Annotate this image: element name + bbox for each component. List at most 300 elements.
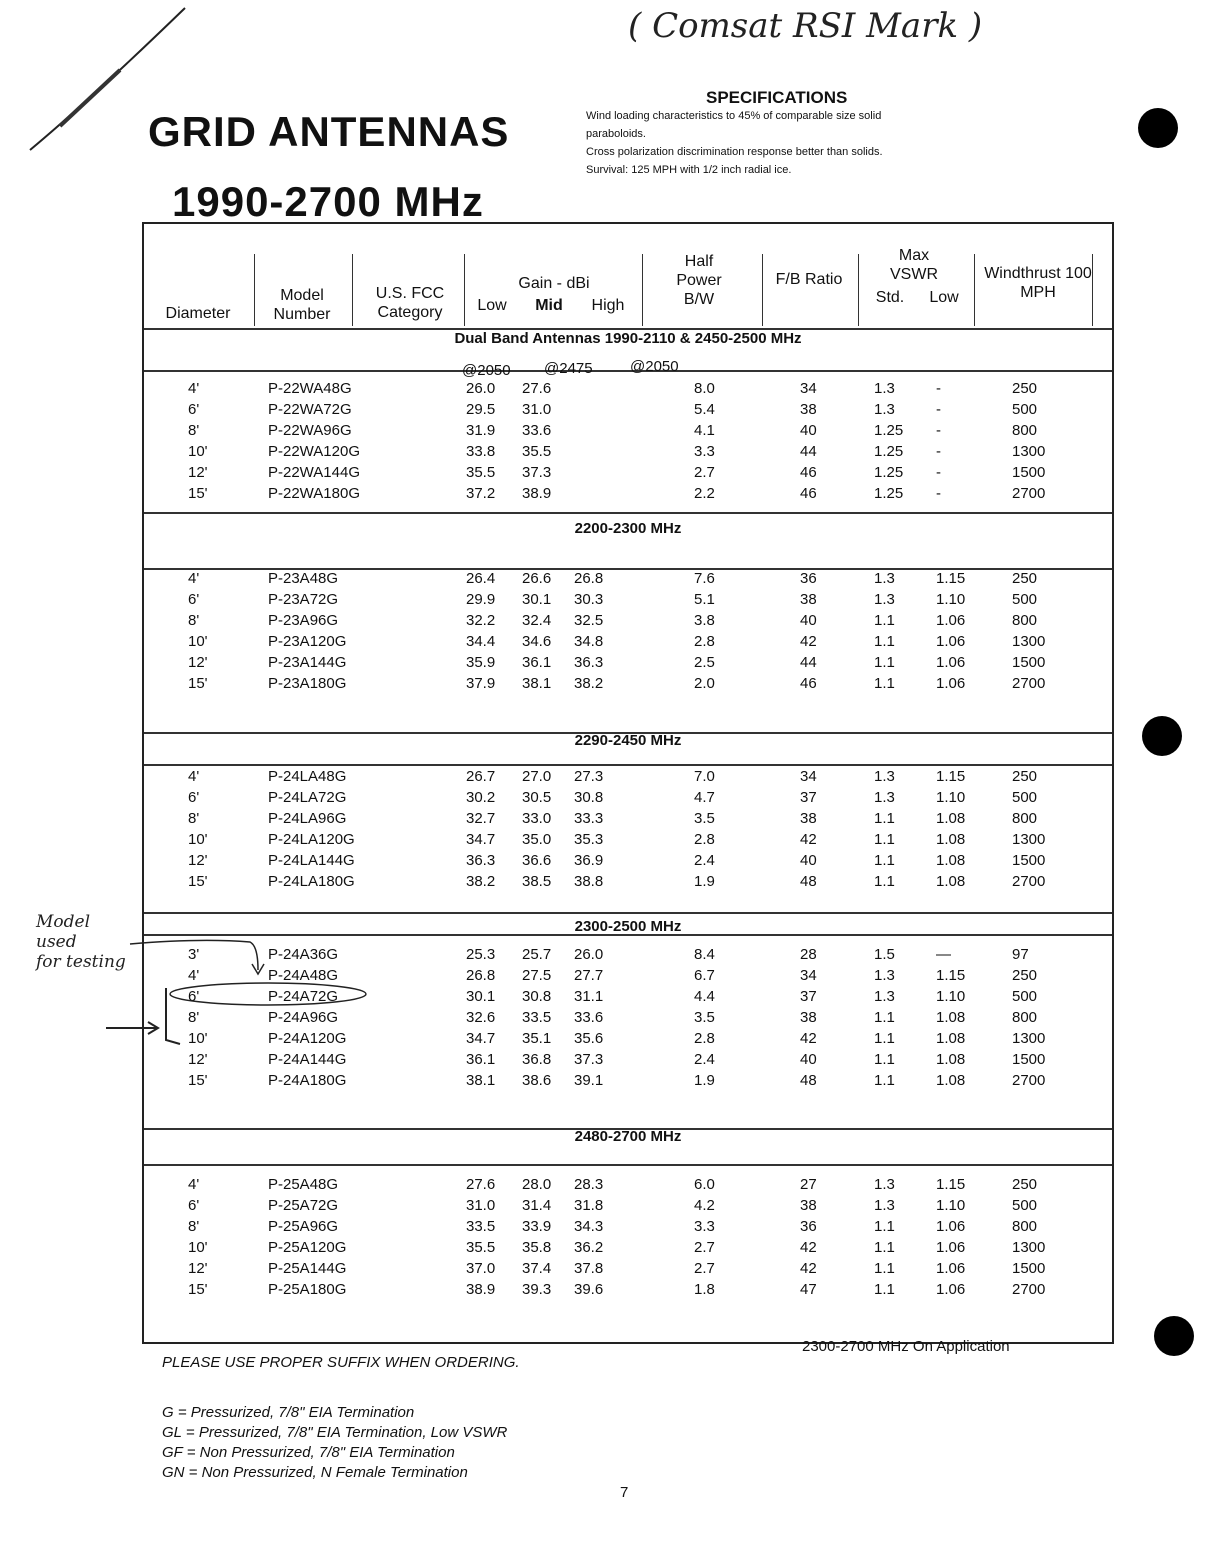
spec-line: paraboloids. (586, 128, 646, 140)
spec-line: Wind loading characteristics to 45% of comparable size solid (586, 110, 882, 122)
section-title: 2300-2500 MHz (574, 918, 682, 935)
cell-bw: 2.8 (694, 831, 715, 848)
cell-std: 1.3 (874, 1176, 895, 1193)
cell-model: P-23A96G (268, 612, 339, 629)
cell-model: P-25A96G (268, 1218, 339, 1235)
cell-mid: 25.7 (522, 946, 552, 963)
cell-low: 30.1 (466, 988, 496, 1005)
cell-diameter: 12' (188, 1051, 208, 1068)
cell-vlow: 1.06 (936, 654, 966, 671)
cell-std: 1.1 (874, 1030, 895, 1047)
cell-vlow: 1.10 (936, 1197, 966, 1214)
cell-mid: 35.8 (522, 1239, 552, 1256)
suffix-note: PLEASE USE PROPER SUFFIX WHEN ORDERING. (162, 1354, 520, 1371)
cell-mid: 32.4 (522, 612, 552, 629)
cell-mid: 27.5 (522, 967, 552, 984)
cell-high: 35.3 (574, 831, 604, 848)
cell-mid: 39.3 (522, 1281, 552, 1298)
cell-bw: 4.7 (694, 789, 715, 806)
cell-diameter: 10' (188, 1239, 208, 1256)
cell-fb: 37 (800, 789, 817, 806)
cell-high: 35.6 (574, 1030, 604, 1047)
cell-vlow: 1.06 (936, 633, 966, 650)
cell-bw: 2.7 (694, 1260, 715, 1277)
cell-bw: 1.8 (694, 1281, 715, 1298)
cell-wind: 1500 (1012, 464, 1046, 481)
header-gain-low: Low (477, 297, 507, 314)
cell-vlow: 1.06 (936, 1260, 966, 1277)
cell-low: 26.0 (466, 380, 496, 397)
cell-diameter: 8' (188, 612, 200, 629)
cell-bw: 8.0 (694, 380, 715, 397)
cell-low: 34.7 (466, 1030, 496, 1047)
cell-bw: 2.4 (694, 852, 715, 869)
cell-bw: 5.4 (694, 401, 715, 418)
cell-high: 36.3 (574, 654, 604, 671)
cell-wind: 1300 (1012, 831, 1046, 848)
cell-bw: 2.4 (694, 1051, 715, 1068)
cell-mid: 35.1 (522, 1030, 552, 1047)
cell-vlow: 1.06 (936, 612, 966, 629)
suffix-legend-line: G = Pressurized, 7/8" EIA Termination (162, 1404, 415, 1421)
cell-wind: 1300 (1012, 1030, 1046, 1047)
cell-model: P-23A180G (268, 675, 347, 692)
cell-wind: 250 (1012, 570, 1038, 587)
cell-fb: 46 (800, 675, 817, 692)
cell-std: 1.3 (874, 401, 895, 418)
cell-vlow: 1.10 (936, 988, 966, 1005)
cell-fb: 38 (800, 1009, 817, 1026)
cell-diameter: 4' (188, 1176, 200, 1193)
page-number: 7 (620, 1484, 629, 1501)
side-note-line: for testing (36, 952, 126, 972)
cell-vlow: 1.15 (936, 967, 966, 984)
cell-wind: 800 (1012, 422, 1038, 439)
cell-diameter: 6' (188, 401, 200, 418)
cell-diameter: 15' (188, 1072, 208, 1089)
cell-low: 38.2 (466, 873, 496, 890)
header-diameter: Diameter (165, 305, 231, 322)
cell-fb: 34 (800, 380, 817, 397)
cell-vlow: 1.06 (936, 1239, 966, 1256)
cell-wind: 800 (1012, 1009, 1038, 1026)
cell-diameter: 4' (188, 967, 200, 984)
cell-model: P-24LA72G (268, 789, 347, 806)
cell-low: 32.7 (466, 810, 496, 827)
cell-low: 26.8 (466, 967, 496, 984)
cell-model: P-23A120G (268, 633, 347, 650)
cell-bw: 6.0 (694, 1176, 715, 1193)
cell-model: P-25A48G (268, 1176, 339, 1193)
cell-model: P-25A144G (268, 1260, 347, 1277)
cell-bw: 2.8 (694, 1030, 715, 1047)
cell-low: 34.7 (466, 831, 496, 848)
cell-std: 1.3 (874, 967, 895, 984)
cell-diameter: 6' (188, 1197, 200, 1214)
cell-diameter: 12' (188, 852, 208, 869)
cell-high: 38.8 (574, 873, 604, 890)
binder-hole-top (1138, 108, 1178, 148)
cell-std: 1.25 (874, 464, 904, 481)
cell-model: P-24LA144G (268, 852, 355, 869)
cell-low: 33.8 (466, 443, 496, 460)
cell-diameter: 6' (188, 591, 200, 608)
cell-fb: 48 (800, 873, 817, 890)
cell-std: 1.3 (874, 789, 895, 806)
header-gain-high: High (591, 297, 625, 314)
cell-diameter: 3' (188, 946, 200, 963)
cell-high: 27.7 (574, 967, 604, 984)
suffix-legend-line: GN = Non Pressurized, N Female Termination (162, 1464, 468, 1481)
subheader-freq: @2050 (462, 362, 511, 379)
cell-high: 33.6 (574, 1009, 604, 1026)
cell-wind: 500 (1012, 591, 1038, 608)
cell-std: 1.1 (874, 1218, 895, 1235)
cell-bw: 2.7 (694, 1239, 715, 1256)
page-title: GRID ANTENNAS (148, 108, 510, 155)
cell-bw: 4.4 (694, 988, 715, 1005)
cell-std: 1.1 (874, 1260, 895, 1277)
subheader-freq: @2475 (544, 360, 593, 377)
cell-mid: 35.0 (522, 831, 552, 848)
cell-model: P-25A72G (268, 1197, 339, 1214)
cell-fb: 27 (800, 1176, 817, 1193)
cell-diameter: 10' (188, 443, 208, 460)
cell-mid: 37.4 (522, 1260, 552, 1277)
cell-wind: 2700 (1012, 485, 1046, 502)
cell-high: 28.3 (574, 1176, 604, 1193)
cell-std: 1.1 (874, 675, 895, 692)
hand-drawn-arrows (100, 930, 380, 1060)
cell-low: 34.4 (466, 633, 496, 650)
cell-mid: 31.0 (522, 401, 552, 418)
section-title: 2480-2700 MHz (574, 1128, 682, 1145)
cell-wind: 2700 (1012, 1281, 1046, 1298)
cell-mid: 33.0 (522, 810, 552, 827)
cell-std: 1.1 (874, 1072, 895, 1089)
cell-wind: 250 (1012, 380, 1038, 397)
binder-hole-middle (1142, 716, 1182, 756)
cell-mid: 27.0 (522, 768, 552, 785)
cell-mid: 30.1 (522, 591, 552, 608)
cell-fb: 44 (800, 654, 817, 671)
subheader-freq: @2050 (630, 358, 679, 375)
cell-fb: 40 (800, 422, 817, 439)
cell-bw: 2.5 (694, 654, 715, 671)
cell-high: 31.8 (574, 1197, 604, 1214)
cell-model: P-24LA48G (268, 768, 347, 785)
cell-low: 26.7 (466, 768, 496, 785)
cell-diameter: 8' (188, 810, 200, 827)
cell-std: 1.1 (874, 1051, 895, 1068)
handwritten-note-top: ( Comsat RSI Mark ) (628, 6, 983, 46)
cell-vlow: 1.08 (936, 852, 966, 869)
specs-table (142, 222, 1114, 1344)
cell-diameter: 6' (188, 789, 200, 806)
cell-low: 35.5 (466, 1239, 496, 1256)
cell-diameter: 15' (188, 873, 208, 890)
cell-fb: 34 (800, 768, 817, 785)
cell-mid: 28.0 (522, 1176, 552, 1193)
cell-low: 33.5 (466, 1218, 496, 1235)
section-title: 2200-2300 MHz (574, 520, 682, 537)
cell-model: P-24LA96G (268, 810, 347, 827)
cell-vlow: 1.08 (936, 810, 966, 827)
cell-mid: 38.1 (522, 675, 552, 692)
specifications-title: SPECIFICATIONS (706, 88, 848, 107)
cell-mid: 34.6 (522, 633, 552, 650)
cell-wind: 1500 (1012, 852, 1046, 869)
cell-high: 37.3 (574, 1051, 604, 1068)
cell-std: 1.1 (874, 633, 895, 650)
cell-fb: 46 (800, 464, 817, 481)
cell-model: P-22WA144G (268, 464, 360, 481)
cell-mid: 36.8 (522, 1051, 552, 1068)
cell-std: 1.5 (874, 946, 895, 963)
section-title: 2290-2450 MHz (574, 732, 682, 749)
spec-line: Survival: 125 MPH with 1/2 inch radial ice. (586, 164, 792, 176)
cell-diameter: 10' (188, 633, 208, 650)
cell-vlow: - (936, 380, 941, 397)
header-windthrust: Windthrust 100 MPH (984, 265, 1092, 301)
cell-wind: 1300 (1012, 1239, 1046, 1256)
page-subtitle: 1990-2700 MHz (172, 178, 484, 225)
cell-bw: 3.3 (694, 1218, 715, 1235)
cell-std: 1.1 (874, 873, 895, 890)
cell-model: P-22WA48G (268, 380, 352, 397)
cell-model: P-23A72G (268, 591, 339, 608)
cell-wind: 97 (1012, 946, 1029, 963)
cell-high: 30.8 (574, 789, 604, 806)
cell-low: 31.0 (466, 1197, 496, 1214)
header-vswr-low: Low (929, 289, 959, 306)
header-gain: Gain - dBi (518, 275, 590, 292)
cell-low: 25.3 (466, 946, 496, 963)
cell-wind: 1500 (1012, 1260, 1046, 1277)
side-note-line: used (36, 932, 77, 952)
cell-diameter: 15' (188, 675, 208, 692)
cell-low: 31.9 (466, 422, 496, 439)
cell-std: 1.1 (874, 654, 895, 671)
cell-model: P-23A48G (268, 570, 339, 587)
cell-mid: 33.9 (522, 1218, 552, 1235)
cell-mid: 27.6 (522, 380, 552, 397)
cell-low: 38.1 (466, 1072, 496, 1089)
cell-low: 35.5 (466, 464, 496, 481)
cell-wind: 800 (1012, 1218, 1038, 1235)
cell-vlow: 1.15 (936, 768, 966, 785)
cell-model: P-24A180G (268, 1072, 347, 1089)
cell-wind: 1300 (1012, 443, 1046, 460)
cell-std: 1.1 (874, 1009, 895, 1026)
cell-mid: 36.6 (522, 852, 552, 869)
cell-model: P-24A144G (268, 1051, 347, 1068)
cell-high: 26.8 (574, 570, 604, 587)
cell-bw: 2.8 (694, 633, 715, 650)
cell-low: 37.0 (466, 1260, 496, 1277)
cell-vlow: 1.08 (936, 873, 966, 890)
header-fcc: U.S. FCC Category (375, 285, 445, 321)
cell-wind: 250 (1012, 1176, 1038, 1193)
cell-std: 1.3 (874, 570, 895, 587)
cell-fb: 48 (800, 1072, 817, 1089)
cell-fb: 28 (800, 946, 817, 963)
cell-vlow: - (936, 485, 941, 502)
cell-diameter: 4' (188, 768, 200, 785)
cell-high: 31.1 (574, 988, 604, 1005)
cell-bw: 7.0 (694, 768, 715, 785)
cell-vlow: - (936, 422, 941, 439)
cell-vlow: 1.08 (936, 1072, 966, 1089)
cell-std: 1.1 (874, 852, 895, 869)
cell-vlow: 1.06 (936, 1281, 966, 1298)
cell-vlow: 1.08 (936, 1051, 966, 1068)
cell-bw: 6.7 (694, 967, 715, 984)
cell-diameter: 8' (188, 422, 200, 439)
cell-high: 33.3 (574, 810, 604, 827)
cell-vlow: — (936, 946, 951, 963)
cell-model: P-24A96G (268, 1009, 339, 1026)
cell-mid: 30.8 (522, 988, 552, 1005)
cell-wind: 1300 (1012, 633, 1046, 650)
cell-bw: 3.3 (694, 443, 715, 460)
cell-model: P-22WA180G (268, 485, 360, 502)
cell-std: 1.1 (874, 1281, 895, 1298)
cell-std: 1.3 (874, 768, 895, 785)
cell-mid: 30.5 (522, 789, 552, 806)
cell-mid: 26.6 (522, 570, 552, 587)
cell-low: 36.1 (466, 1051, 496, 1068)
cell-fb: 36 (800, 570, 817, 587)
cell-bw: 2.2 (694, 485, 715, 502)
cell-low: 30.2 (466, 789, 496, 806)
cell-model: P-24A48G (268, 967, 339, 984)
cell-wind: 1500 (1012, 654, 1046, 671)
cell-vlow: 1.06 (936, 675, 966, 692)
cell-bw: 1.9 (694, 873, 715, 890)
header-model: Model Number (273, 287, 331, 323)
cell-mid: 33.6 (522, 422, 552, 439)
cell-wind: 500 (1012, 789, 1038, 806)
cell-vlow: - (936, 401, 941, 418)
cell-model: P-24LA180G (268, 873, 355, 890)
cell-std: 1.1 (874, 831, 895, 848)
cell-std: 1.1 (874, 612, 895, 629)
cell-model: P-22WA72G (268, 401, 352, 418)
cell-bw: 4.2 (694, 1197, 715, 1214)
header-vswr-std: Std. (875, 289, 905, 306)
cell-bw: 2.7 (694, 464, 715, 481)
cell-diameter: 8' (188, 1009, 200, 1026)
cell-vlow: 1.06 (936, 1218, 966, 1235)
cell-model: P-25A180G (268, 1281, 347, 1298)
cell-std: 1.3 (874, 988, 895, 1005)
cell-mid: 33.5 (522, 1009, 552, 1026)
section-title: Dual Band Antennas 1990-2110 & 2450-2500 MHz (454, 330, 802, 347)
cell-fb: 40 (800, 612, 817, 629)
cell-fb: 34 (800, 967, 817, 984)
cell-low: 26.4 (466, 570, 496, 587)
cell-low: 32.6 (466, 1009, 496, 1026)
cell-bw: 1.9 (694, 1072, 715, 1089)
cell-high: 32.5 (574, 612, 604, 629)
cell-mid: 38.5 (522, 873, 552, 890)
cell-std: 1.25 (874, 422, 904, 439)
cell-model: P-22WA96G (268, 422, 352, 439)
cell-mid: 38.9 (522, 485, 552, 502)
binder-hole-bottom (1154, 1316, 1194, 1356)
cell-wind: 500 (1012, 401, 1038, 418)
cell-low: 32.2 (466, 612, 496, 629)
cell-wind: 500 (1012, 1197, 1038, 1214)
header-gain-mid: Mid (535, 297, 563, 314)
cell-diameter: 4' (188, 380, 200, 397)
cell-low: 29.9 (466, 591, 496, 608)
cell-vlow: 1.15 (936, 1176, 966, 1193)
cell-high: 27.3 (574, 768, 604, 785)
cell-std: 1.25 (874, 443, 904, 460)
cell-wind: 2700 (1012, 675, 1046, 692)
cell-model: P-23A144G (268, 654, 347, 671)
cell-mid: 31.4 (522, 1197, 552, 1214)
cell-diameter: 8' (188, 1218, 200, 1235)
cell-diameter: 12' (188, 654, 208, 671)
header-half-power: Half Power B/W (676, 253, 722, 308)
cell-fb: 44 (800, 443, 817, 460)
cell-fb: 37 (800, 988, 817, 1005)
cell-model: P-24LA120G (268, 831, 355, 848)
cell-fb: 40 (800, 1051, 817, 1068)
cell-fb: 42 (800, 1239, 817, 1256)
cell-fb: 46 (800, 485, 817, 502)
cell-diameter: 6' (188, 988, 200, 1005)
cell-diameter: 4' (188, 570, 200, 587)
cell-wind: 2700 (1012, 873, 1046, 890)
cell-model: P-24A120G (268, 1030, 347, 1047)
cell-mid: 38.6 (522, 1072, 552, 1089)
cell-bw: 3.5 (694, 1009, 715, 1026)
cell-bw: 4.1 (694, 422, 715, 439)
cell-fb: 36 (800, 1218, 817, 1235)
cell-bw: 5.1 (694, 591, 715, 608)
cell-low: 37.9 (466, 675, 496, 692)
cell-high: 26.0 (574, 946, 604, 963)
cell-low: 37.2 (466, 485, 496, 502)
cell-mid: 36.1 (522, 654, 552, 671)
cell-high: 34.8 (574, 633, 604, 650)
on-application-note: 2300-2700 MHz On Application (802, 1338, 1010, 1355)
cell-model: P-22WA120G (268, 443, 360, 460)
cell-fb: 42 (800, 831, 817, 848)
side-note-line: Model (36, 912, 91, 932)
cell-wind: 800 (1012, 810, 1038, 827)
cell-fb: 42 (800, 633, 817, 650)
cell-wind: 250 (1012, 967, 1038, 984)
cell-high: 38.2 (574, 675, 604, 692)
cell-diameter: 10' (188, 831, 208, 848)
cell-high: 39.1 (574, 1072, 604, 1089)
cell-high: 30.3 (574, 591, 604, 608)
cell-std: 1.1 (874, 1239, 895, 1256)
cell-wind: 500 (1012, 988, 1038, 1005)
cell-vlow: - (936, 443, 941, 460)
cell-fb: 38 (800, 810, 817, 827)
cell-high: 36.9 (574, 852, 604, 869)
cell-vlow: 1.10 (936, 591, 966, 608)
cell-low: 27.6 (466, 1176, 496, 1193)
cell-fb: 38 (800, 1197, 817, 1214)
cell-high: 36.2 (574, 1239, 604, 1256)
